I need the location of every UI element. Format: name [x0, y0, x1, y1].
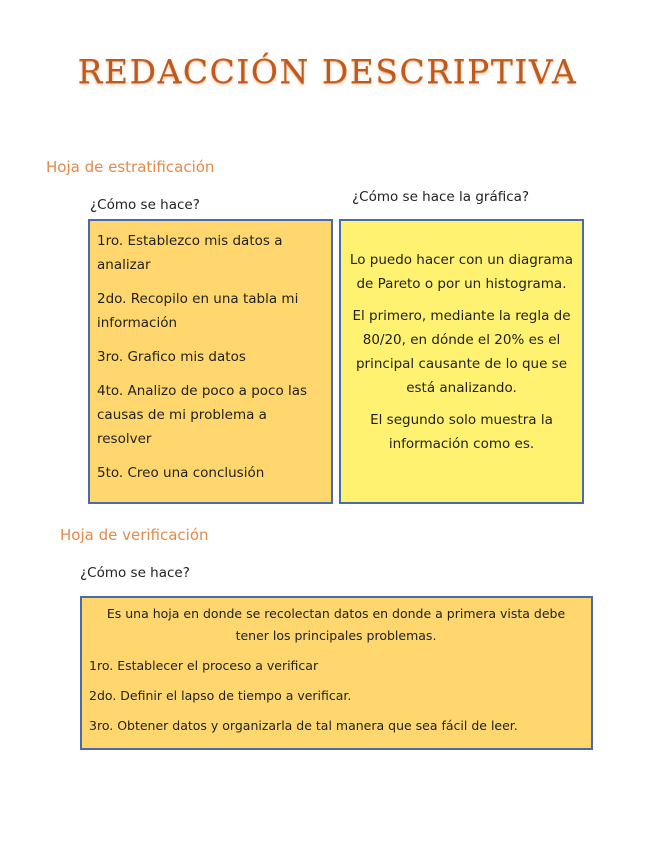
verification-box [80, 596, 593, 750]
verification-step: 3ro. Obtener datos y organizarla de tal manera que sea fácil de leer. [89, 718, 518, 733]
step-item: 4to. Analizo de poco a poco las causas de mi problema a resolver [97, 383, 308, 447]
explanation-paragraph: El primero, mediante la regla de 80/20, en dónde el 20% es el principal causante de lo que se está analizando. [352, 308, 571, 396]
section-heading-verificacion: Hoja de verificación [60, 526, 209, 544]
verification-intro: Es una hoja en donde se recolectan datos en donde a primera vista debe tener los principales problemas. [106, 606, 566, 643]
verification-step: 1ro. Establecer el proceso a verificar [89, 658, 319, 673]
step-item: 1ro. Establezco mis datos a analizar [97, 233, 283, 273]
question-como-se-hace-grafica: ¿Cómo se hace la gráfica? [352, 189, 530, 205]
section-heading-estratificacion: Hoja de estratificación [46, 158, 215, 176]
chart-explanation-box [339, 219, 584, 504]
step-item: 3ro. Grafico mis datos [97, 349, 246, 365]
step-item: 2do. Recopilo en una tabla mi información [97, 291, 299, 331]
question-como-se-hace-verificacion: ¿Cómo se hace? [80, 565, 190, 581]
page-title: REDACCIÓN DESCRIPTIVA [77, 52, 578, 91]
explanation-paragraph: Lo puedo hacer con un diagrama de Pareto o por un histograma. [349, 252, 574, 292]
question-como-se-hace: ¿Cómo se hace? [90, 197, 200, 213]
step-item: 5to. Creo una conclusión [97, 465, 265, 481]
verification-step: 2do. Definir el lapso de tiempo a verificar. [89, 688, 352, 703]
explanation-paragraph: El segundo solo muestra la información como es. [370, 412, 553, 452]
steps-box [88, 219, 333, 504]
